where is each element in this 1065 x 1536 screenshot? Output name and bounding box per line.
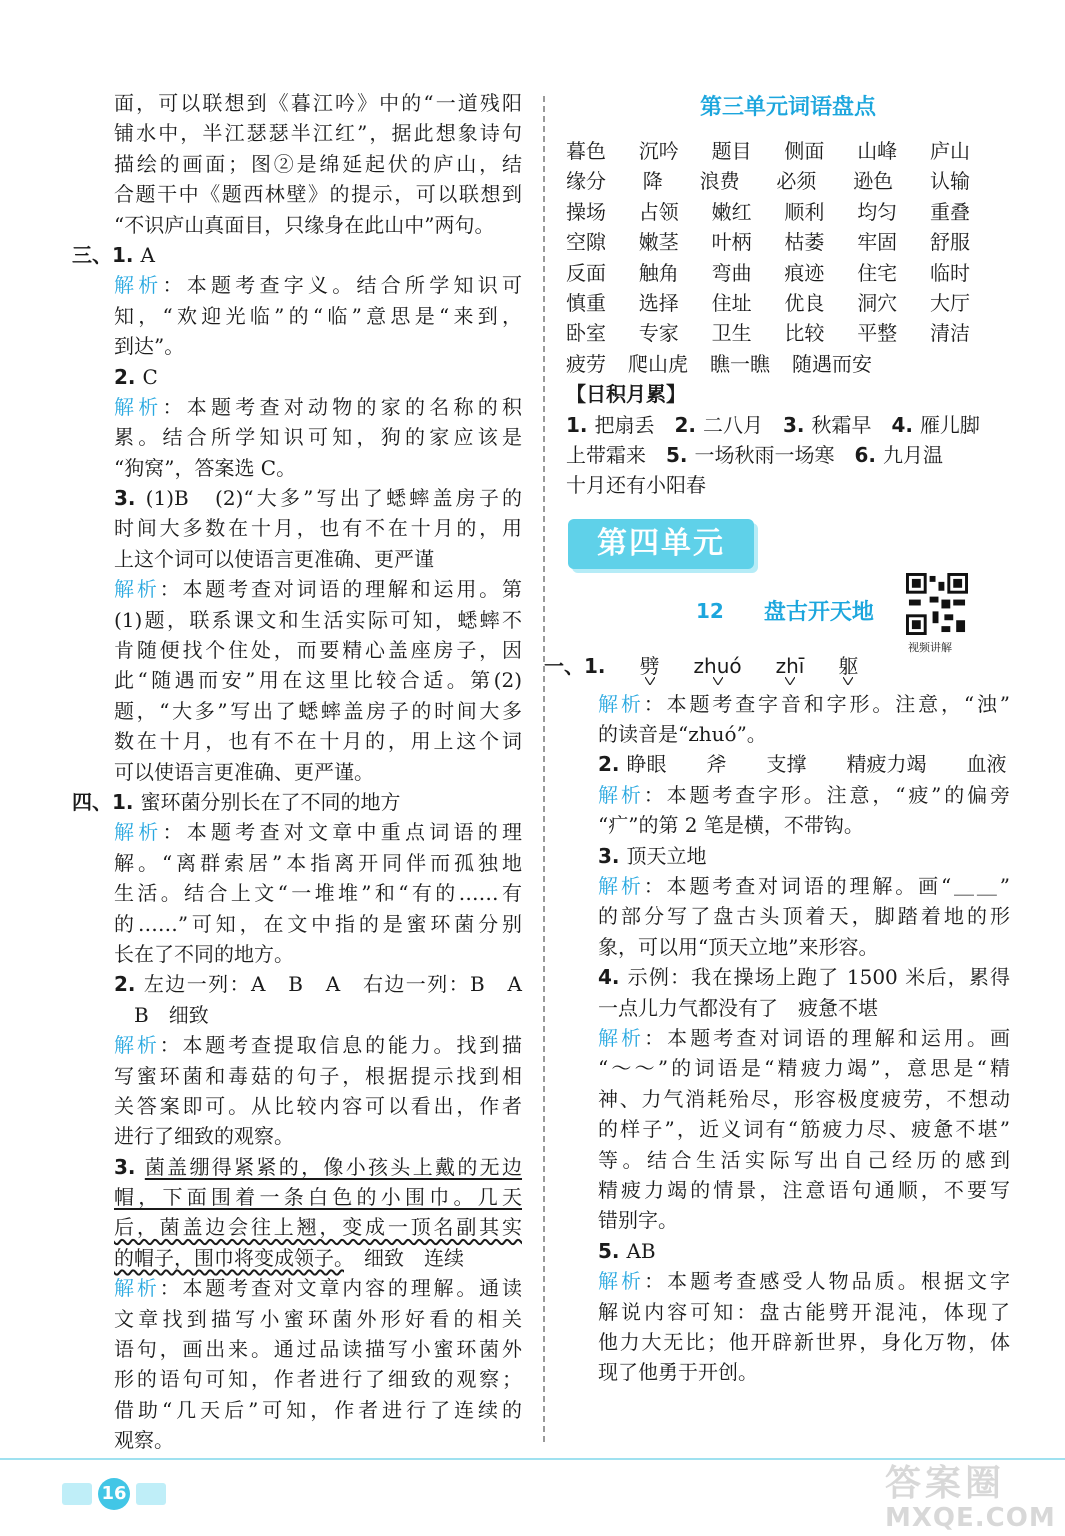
answer-line: [82, 1152, 522, 1182]
line-text: ：本题考查感受人物品质。根据文字: [644, 1269, 1011, 1294]
text-line: [82, 210, 522, 240]
page-number-badge: [62, 1478, 166, 1510]
line-text: 题，“大多”写出了蟋蟀盖房子的时间大多: [114, 698, 522, 723]
text-line: [82, 1334, 522, 1364]
unit4-banner: 第四单元: [568, 519, 754, 569]
vocab-word: 暮色: [566, 139, 606, 163]
accumulation-text: 一场秋雨一场寒: [694, 442, 855, 467]
check-mark-icon: [645, 677, 655, 685]
left-column: [72, 88, 523, 1456]
watermark: [885, 1464, 1055, 1534]
line-text: 示例：我在操场上跑了 1500 米后，累得: [627, 965, 1010, 990]
vocab-word: 浪费: [699, 169, 740, 194]
watermark-top: 答案圈: [885, 1463, 1006, 1504]
accumulation-text: 把扇丢: [594, 412, 675, 437]
accumulation-line: [566, 440, 1010, 470]
line-text: 的……”可知，在文中指的是蜜环菌分别: [114, 911, 522, 936]
analysis-label: 解析: [114, 273, 163, 298]
line-text: 进行了细致的观察。: [114, 1124, 294, 1149]
line-text: ：本题考查对文章中重点词语的理: [162, 820, 522, 845]
pinyin-item: 劈: [640, 651, 660, 689]
line-text: “不识庐山真面目，只缘身在此山中”两句。: [114, 212, 495, 237]
accumulation-text: 十月还有小阳春: [566, 473, 706, 498]
text-line: [82, 1121, 522, 1151]
analysis-line: [566, 1023, 1010, 1053]
line-text: 生活。结合上文“一堆堆”和“有的……有: [114, 881, 522, 906]
line-text: ：本题考查对词语的理解和运用。第: [159, 577, 523, 602]
text-line: [82, 179, 522, 209]
text-line: [82, 301, 522, 331]
question-number: 1.: [566, 412, 595, 437]
line-text: 他力大无比；他开辟新世界，身化万物，体: [598, 1329, 1010, 1354]
text-line: [566, 719, 1010, 749]
text-line: [82, 726, 522, 756]
pinyin-item: zhī: [776, 651, 805, 689]
line-text: 现了他勇于开创。: [598, 1360, 758, 1385]
text-line: [82, 1061, 522, 1091]
vocab-word: 占领: [638, 199, 679, 224]
text-line: [566, 1357, 1010, 1387]
line-text: 语句，画出来。通过品读描写小蜜环菌外: [114, 1337, 522, 1362]
question-number: 2.: [114, 972, 144, 997]
line-text: ：本题考查对词语的理解和运用。画: [644, 1025, 1011, 1050]
lesson-title: 盘古开天地: [763, 600, 874, 626]
accumulation-text: 九月温: [882, 442, 943, 467]
line-text: 借助“几天后”可知，作者进行了连续的: [114, 1397, 522, 1422]
answer-line: [566, 749, 1010, 779]
vocab-word: 山峰: [857, 139, 898, 163]
line-text: 蜜环菌分别长在了不同的地方: [140, 789, 401, 814]
vocab-word: 嫩红: [711, 199, 752, 224]
question-number: 2.: [114, 364, 143, 389]
vocab-word: 降: [642, 169, 663, 194]
vocab-word: 卫生: [711, 321, 752, 346]
vocab-row: [566, 136, 1010, 166]
line-text: 睁眼 斧 支撑 精疲力竭 血液: [626, 752, 1007, 777]
text-line: [566, 1114, 1010, 1144]
answer-line: [82, 483, 522, 513]
decor-tab: [136, 1483, 166, 1505]
line-text: 的读音是“zhuó”。: [598, 722, 767, 747]
accumulation-line: [566, 410, 1010, 440]
vocab-word: 舒服: [929, 230, 970, 255]
vocab-word: 弯曲: [711, 260, 752, 285]
question-number: 1.: [584, 653, 606, 678]
text-line: [566, 1297, 1010, 1327]
text-line: [566, 1145, 1010, 1175]
text-line: [82, 149, 522, 179]
line-text: 文章找到描写小蜜环菌外形好看的相关: [114, 1306, 522, 1331]
question-number: 2.: [674, 412, 703, 437]
line-text: 形的语句可知，作者进行了细致的观察；: [114, 1367, 522, 1392]
pinyin-item: 躯: [838, 651, 858, 689]
question-number: 5.: [666, 442, 695, 467]
line-text: 观察。: [114, 1428, 174, 1453]
line-text: 错别字。: [598, 1208, 678, 1233]
vocab-row: [566, 288, 1010, 318]
vocab-word: 反面: [566, 260, 606, 285]
vocab-word: 卧室: [566, 321, 606, 346]
analysis-line: [566, 1266, 1010, 1296]
accumulation-text: 二八月: [702, 412, 783, 437]
line-text: 解说内容可知：盘古能劈开混沌，体现了: [598, 1299, 1010, 1324]
analysis-label: 解析: [114, 577, 160, 602]
vocab-word: 认输: [929, 169, 970, 194]
line-text: 精疲力竭的情景，注意语句通顺，不要写: [598, 1177, 1010, 1202]
line-text: 菌盖绷得紧紧的，像小孩头上戴的无边: [144, 1154, 523, 1179]
accumulation-text: 雁儿脚: [919, 412, 980, 437]
vocab-word: 触角: [638, 260, 679, 285]
text-line: [82, 544, 522, 574]
line-text: 累。结合所学知识可知，狗的家应该是: [114, 425, 522, 450]
text-line: [566, 1053, 1010, 1083]
line-text: “疒”的第 2 笔是横，不带钩。: [598, 813, 864, 838]
answer-line: [82, 969, 522, 999]
vocab-word: 牢固: [857, 230, 898, 255]
text-line: [82, 605, 522, 635]
vocab-word: 慎重: [566, 290, 606, 315]
line-text: 帽，下面围着一条白色的小围巾。几天: [114, 1185, 522, 1210]
line-text: ：本题考查字义。结合所学知识可: [162, 273, 522, 298]
line-text: 关答案即可。从比较内容可以看出，作者: [114, 1093, 522, 1118]
line-text: 长在了不同的地方。: [114, 941, 294, 966]
question-number: 6.: [854, 442, 883, 467]
answer-line: [82, 362, 522, 392]
line-text: ：本题考查提取信息的能力。找到描: [159, 1033, 523, 1058]
line-text: AB: [626, 1238, 656, 1263]
line-text: “狗窝”，答案选 C。: [114, 455, 297, 480]
analysis-line: [566, 871, 1010, 901]
text-line: [82, 878, 522, 908]
answer-line: [566, 841, 1010, 871]
line-text: 顶天立地: [626, 843, 707, 868]
vocab-word: 洞穴: [857, 290, 898, 315]
text-line: [82, 848, 522, 878]
text-line: [82, 88, 522, 118]
line-text: 肯随便找个住处，而要精心盖座房子，因: [114, 638, 522, 663]
line-text: 写蜜环菌和毒菇的句子，根据提示找到相: [114, 1063, 522, 1088]
text-line: [82, 1212, 522, 1242]
vocab-word: 痕迹: [784, 260, 825, 285]
analysis-line: [82, 270, 522, 300]
text-line: [566, 993, 1010, 1023]
check-mark-icon: [785, 677, 795, 685]
vocab-row: [566, 349, 1010, 379]
analysis-line: [566, 780, 1010, 810]
text-line: [566, 810, 1010, 840]
vocab-word: 庐山: [929, 139, 970, 163]
text-line: [566, 932, 1010, 962]
line-text: 一点儿力气都没有了 疲惫不堪: [598, 995, 878, 1020]
question-number: 3.: [114, 1154, 145, 1179]
text-line: [82, 331, 522, 361]
question-number: 3.: [598, 843, 627, 868]
analysis-label: 解析: [598, 1025, 645, 1050]
line-text: 数在十月，也有不在十月的，用上这个词: [114, 729, 522, 754]
analysis-label: 解析: [114, 394, 163, 419]
qr-code-icon[interactable]: [906, 573, 968, 635]
line-text: 神、力气消耗殆尽，形容极度疲劳，不想动: [598, 1086, 1010, 1111]
line-text: 可以使语言更准确、更严谨。: [114, 759, 374, 784]
line-text: 到达”。: [114, 334, 185, 359]
vocab-row: [566, 258, 1010, 288]
question-number: 3.: [114, 486, 146, 511]
section-marker: 四、: [72, 789, 112, 814]
vocab-word: 缘分: [566, 169, 606, 194]
line-text: 等。结合生活实际写出自己经历的感到: [598, 1147, 1010, 1172]
line-text: ：本题考查字形。注意，“疲”的偏旁: [643, 782, 1011, 807]
text-line: [82, 1182, 522, 1212]
vocab-word: 大厅: [929, 290, 970, 315]
text-line: [82, 1395, 522, 1425]
line-text: 的部分写了盘古头顶着天，脚踏着地的形: [598, 904, 1010, 929]
vocab-word: 临时: [929, 260, 970, 285]
text-line: [82, 1425, 522, 1455]
line-text: C: [142, 364, 158, 389]
footer-rule: [0, 1458, 1065, 1460]
pinyin-row: [544, 651, 1010, 689]
column-divider: [543, 96, 545, 1442]
text-line: [82, 513, 522, 543]
text-line: [82, 453, 522, 483]
text-line: [82, 1091, 522, 1121]
vocab-row: [566, 197, 1010, 227]
line-text: 时间大多数在十月，也有不在十月的，用: [114, 516, 522, 541]
line-text: 的帽子，围巾将变成领子。: [114, 1245, 344, 1270]
text-line: [82, 118, 522, 148]
vocab-word: 瞧一瞧: [710, 351, 770, 376]
analysis-line: [82, 574, 522, 604]
vocab-word: 住址: [711, 290, 752, 315]
line-text: 铺水中，半江瑟瑟半江红”，据此想象诗句: [114, 121, 522, 146]
answer-line: [566, 1236, 1010, 1266]
section-marker: 三、: [72, 242, 112, 267]
line-text: 后，菌盖边会往上翘，变成一顶名副其实: [114, 1215, 522, 1240]
vocab-word: 疲劳: [566, 351, 606, 376]
text-line: [82, 696, 522, 726]
vocab-word: 优良: [784, 290, 825, 315]
question-number: 4.: [891, 412, 920, 437]
line-text: 象，可以用“顶天立地”来形容。: [598, 934, 879, 959]
text-line: [82, 422, 522, 452]
vocab-list: [566, 136, 1010, 379]
analysis-label: 解析: [114, 820, 163, 845]
text-line: [566, 1205, 1010, 1235]
question-number: 3.: [782, 412, 812, 437]
line-text: A: [140, 242, 155, 267]
check-mark-icon: [843, 677, 853, 685]
line-text: ：本题考查对文章内容的理解。通读: [159, 1276, 523, 1301]
vocab-row: [566, 227, 1010, 257]
line-text: 描绘的画面；图②是绵延起伏的庐山，结: [114, 151, 522, 176]
lesson-header: [566, 581, 1010, 654]
line-text: 的样子”，近义词有“筋疲力尽、疲惫不堪”: [598, 1117, 1010, 1142]
question-number: 5.: [598, 1238, 627, 1263]
vocab-word: 操场: [566, 199, 606, 224]
line-text: 合题干中《题西林壁》的提示，可以联想到: [114, 182, 522, 207]
answer-line: [72, 787, 522, 817]
line-text: 上这个词可以使语言更准确、更严谨: [114, 546, 434, 571]
line-tail: 细致 连续: [344, 1245, 464, 1270]
vocab-word: 随遇而安: [792, 351, 872, 376]
answer-line: [566, 962, 1010, 992]
decor-tab: [62, 1483, 92, 1505]
vocab-word: 空隙: [566, 230, 606, 255]
analysis-label: 解析: [598, 691, 644, 716]
answer-line: [72, 240, 522, 270]
line-text: 左边一列：A B A 右边一列：B A: [143, 972, 522, 997]
line-text: ：本题考查字音和字形。注意，“浊”: [643, 691, 1011, 716]
accumulation-text: 秋霜早: [811, 412, 892, 437]
check-mark-icon: [713, 677, 723, 685]
lesson-number: 12: [696, 598, 724, 623]
page-number: 16: [98, 1478, 130, 1510]
unit3-vocab-title: 第三单元词语盘点: [699, 95, 876, 120]
lesson12-answers: [566, 689, 1010, 1388]
line-text: 此“随遇而安”用在这里比较合适。第(2): [114, 668, 522, 693]
text-line: [82, 939, 522, 969]
section-marker: 一、: [544, 653, 584, 678]
line-text: (1)B (2)“大多”写出了蟋蟀盖房子的: [145, 486, 523, 511]
vocab-word: 沉吟: [638, 139, 679, 163]
vocab-word: 逊色: [853, 169, 894, 194]
analysis-line: [82, 1273, 522, 1303]
text-line: [566, 1084, 1010, 1114]
analysis-label: 解析: [598, 1269, 645, 1294]
analysis-line: [82, 1030, 522, 1060]
text-line: [82, 665, 522, 695]
text-line: [82, 757, 522, 787]
vocab-word: 爬山虎: [628, 351, 688, 376]
question-number: 1.: [112, 242, 141, 267]
line-text: (1)题，联系课文和生活实际可知，蟋蟀不: [114, 607, 522, 632]
pinyin-item: zhuó: [694, 651, 742, 689]
text-line: [566, 1175, 1010, 1205]
analysis-label: 解析: [114, 1033, 160, 1058]
vocab-word: 清洁: [929, 321, 970, 346]
right-column: [544, 88, 1011, 1388]
analysis-line: [82, 817, 522, 847]
vocab-word: 平整: [857, 321, 898, 346]
question-number: 1.: [112, 789, 141, 814]
vocab-row: [566, 166, 1010, 196]
accumulation-text: 上带霜来: [566, 442, 666, 467]
vocab-word: 侧面: [784, 139, 825, 163]
accumulation-line: [566, 470, 1010, 500]
text-line: [82, 1243, 522, 1273]
text-line: [82, 1304, 522, 1334]
text-line: [566, 1327, 1010, 1357]
text-line: [82, 1000, 522, 1030]
text-line: [82, 1364, 522, 1394]
qr-caption: 视频讲解: [908, 640, 952, 654]
vocab-word: 比较: [784, 321, 825, 346]
analysis-label: 解析: [598, 874, 644, 899]
watermark-bottom: MXQE.COM: [885, 1503, 1056, 1533]
analysis-line: [566, 689, 1010, 719]
accumulation-title: 【日积月累】: [566, 382, 686, 407]
line-text: ：本题考查对词语的理解。画“＿＿”: [643, 874, 1011, 899]
line-text: “～～”的词语是“精疲力竭”，意思是“精: [598, 1056, 1010, 1081]
analysis-label: 解析: [598, 782, 644, 807]
vocab-word: 题目: [711, 139, 752, 163]
vocab-word: 必须: [776, 169, 817, 194]
text-line: [82, 635, 522, 665]
line-text: B 细致: [114, 1002, 209, 1027]
question-number: 2.: [598, 752, 627, 777]
vocab-word: 嫩茎: [638, 230, 679, 255]
vocab-word: 叶柄: [711, 230, 752, 255]
line-text: 知，“欢迎光临”的“临”意思是“来到，: [114, 303, 522, 328]
vocab-word: 顺利: [784, 199, 825, 224]
line-text: 面，可以联想到《暮江吟》中的“一道残阳: [114, 91, 522, 115]
line-text: 解。“离群索居”本指离开同伴而孤独地: [114, 850, 522, 875]
vocab-row: [566, 318, 1010, 348]
analysis-line: [82, 392, 522, 422]
vocab-word: 枯萎: [784, 230, 825, 255]
accumulation-answers: [566, 410, 1010, 501]
text-line: [82, 909, 522, 939]
vocab-word: 住宅: [857, 260, 898, 285]
question-number: 4.: [598, 965, 628, 990]
line-text: ：本题考查对动物的家的名称的积: [162, 394, 522, 419]
vocab-word: 重叠: [929, 199, 970, 224]
text-line: [566, 901, 1010, 931]
vocab-word: 专家: [638, 321, 679, 346]
vocab-word: 均匀: [857, 199, 898, 224]
vocab-word: 选择: [638, 290, 679, 315]
analysis-label: 解析: [114, 1276, 160, 1301]
